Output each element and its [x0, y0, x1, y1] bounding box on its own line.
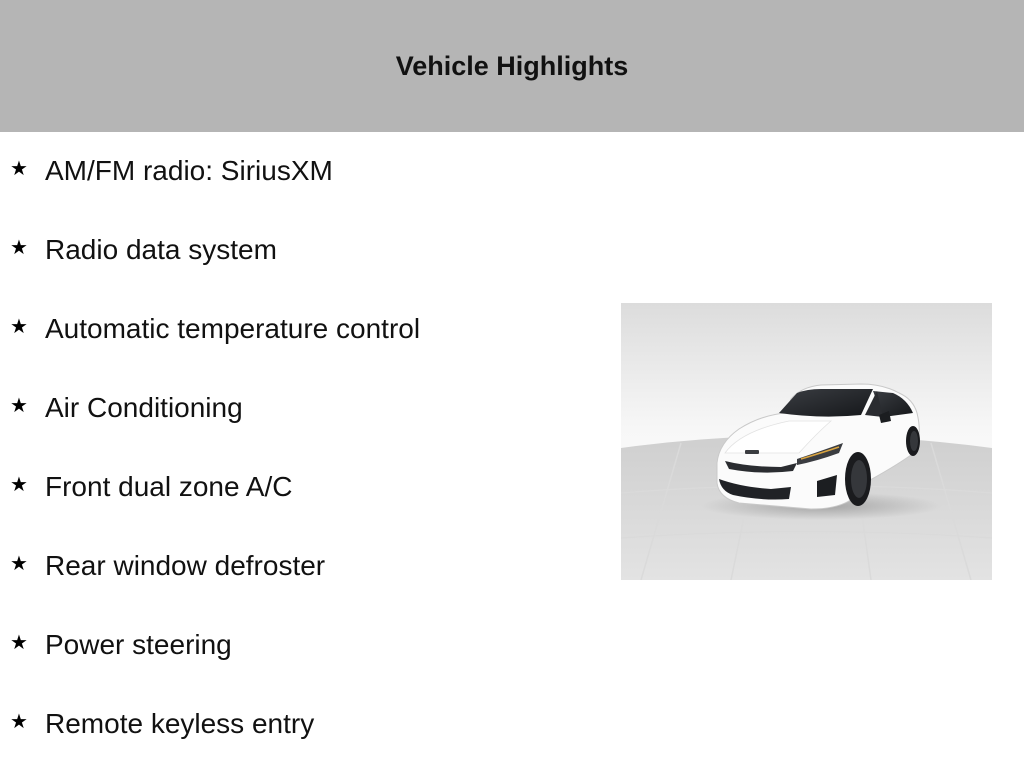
- page-title: Vehicle Highlights: [395, 50, 629, 81]
- feature-label: Power steering: [45, 629, 232, 660]
- star-icon: ★: [10, 474, 28, 496]
- header-banner: [0, 0, 1024, 132]
- feature-label: Automatic temperature control: [45, 313, 421, 344]
- star-icon: ★: [10, 158, 28, 180]
- vehicle-photo: [621, 303, 992, 580]
- feature-label: Radio data system: [45, 234, 277, 265]
- feature-label: Rear window defroster: [45, 550, 326, 581]
- star-icon: ★: [10, 553, 28, 575]
- vehicle-photo-graphic: [621, 303, 992, 580]
- star-icon: ★: [10, 711, 28, 733]
- star-icon: ★: [10, 316, 28, 338]
- feature-label: AM/FM radio: SiriusXM: [45, 155, 333, 186]
- star-icon: ★: [10, 632, 28, 654]
- feature-label: Air Conditioning: [45, 392, 243, 423]
- feature-label: Front dual zone A/C: [45, 471, 293, 502]
- star-icon: ★: [10, 237, 28, 259]
- star-icon: ★: [10, 395, 28, 417]
- feature-label: Remote keyless entry: [45, 708, 315, 739]
